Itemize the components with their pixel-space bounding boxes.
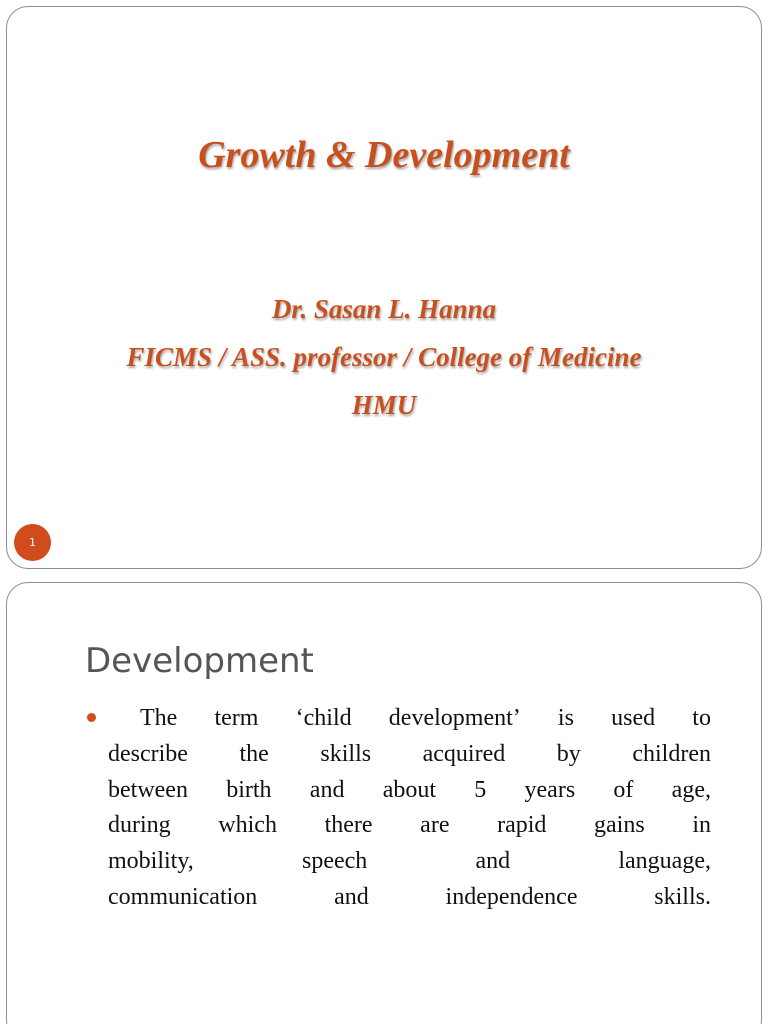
word: to	[692, 705, 711, 731]
paragraph-line	[108, 880, 711, 916]
word: children	[632, 740, 711, 767]
word: used	[611, 705, 656, 731]
word: are	[420, 812, 450, 839]
word: The	[140, 705, 178, 731]
word: there	[324, 812, 373, 839]
word: years	[524, 776, 576, 803]
word: between	[108, 776, 188, 803]
page-number-badge: 1	[14, 524, 51, 561]
paragraph-line	[108, 808, 711, 844]
bullet-icon	[87, 713, 96, 722]
word: skills	[320, 740, 372, 767]
author-institution: HMU	[351, 390, 417, 420]
word: acquired	[422, 740, 506, 767]
paragraph-line	[108, 844, 711, 880]
bullet-paragraph	[108, 701, 711, 916]
word: development’	[388, 705, 521, 731]
word: mobility,	[108, 848, 194, 875]
word: and	[309, 776, 345, 803]
slide-2	[6, 582, 762, 1024]
word: speech	[301, 848, 368, 875]
word: about	[382, 776, 437, 803]
author-block	[7, 285, 761, 429]
word: by	[556, 740, 581, 767]
word: of	[613, 776, 634, 803]
word: communication	[108, 883, 258, 910]
section-heading: Development	[85, 641, 314, 681]
word: skills.	[654, 883, 711, 910]
word: independence	[445, 883, 578, 910]
word: term	[214, 705, 259, 731]
word: is	[557, 705, 574, 731]
word: 5	[474, 776, 487, 803]
word: in	[692, 812, 711, 839]
word: rapid	[497, 812, 547, 839]
word: during	[108, 812, 171, 839]
word: the	[239, 740, 269, 767]
word: and	[475, 848, 511, 875]
slide-title: Growth & Development	[198, 134, 570, 176]
word: ‘child	[295, 705, 352, 731]
paragraph-line	[108, 701, 711, 737]
slide-1	[6, 6, 762, 569]
word: describe	[108, 740, 188, 767]
word: birth	[226, 776, 272, 803]
word: and	[334, 883, 369, 910]
word: language,	[618, 848, 711, 875]
author-name: Dr. Sasan L. Hanna	[271, 294, 497, 324]
paragraph-line	[108, 773, 711, 809]
paragraph-line	[108, 737, 711, 773]
word: which	[218, 812, 277, 839]
word: gains	[594, 812, 645, 839]
word: age,	[671, 776, 711, 803]
author-affiliation: FICMS / ASS. professor / College of Medicine	[126, 342, 642, 372]
